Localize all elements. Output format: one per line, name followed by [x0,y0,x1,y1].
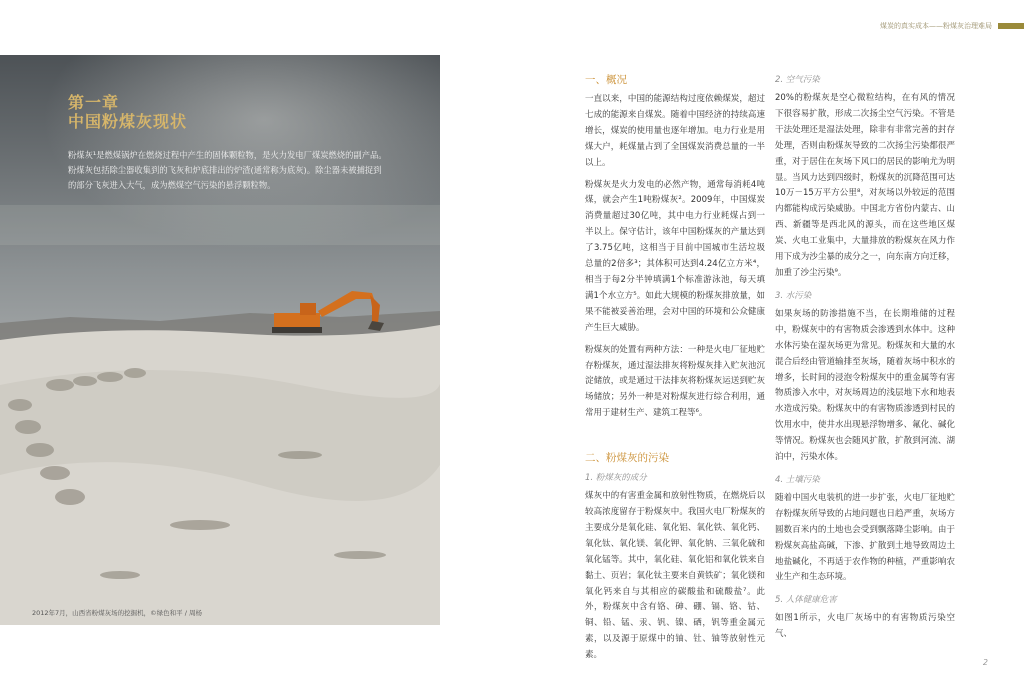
chapter-intro: 粉煤灰¹是燃煤锅炉在燃烧过程中产生的固体颗粒物，是火力发电厂煤炭燃烧的副产品。粉煤灰包括除尘器收集到的飞灰和炉底排出的炉渣(通常称为底灰)。除尘器未被捕捉到的部分飞灰进入大气，成为燃煤空气污染的悬浮颗粒物。 [68,150,387,190]
section-heading-pollution: 二、粉煤灰的污染 [585,452,669,465]
paragraph: 如果灰场的防渗措施不当，在长期堆储的过程中，粉煤灰中的有害物质会渗透到水体中。这种水体污染在湿灰场更为常见。粉煤灰和大量的水混合后经由管道输排至灰场，随着灰场中积水的增多，长时间的浸泡令粉煤灰中的重金属等有害物质渗入水中，对灰场周边的浅层地下水和地表水造成污染。粉煤灰中的有害物质渗透到村民的饮用水中，使井水出现悬浮物增多、氟化、碱化等情况。粉煤灰也会随风扩散，扩散到河流、湖泊中，污染水体。 [775,308,955,463]
running-header [880,20,1024,32]
chapter-title: 中国粉煤灰现状 [68,112,188,131]
paragraph: 随着中国火电装机的进一步扩张，火电厂征地贮存粉煤灰所导致的占地问题也日趋严重，灰场方圆数百米内的土地也会受到飘落降尘影响。由于粉煤灰高盐高碱，下渗、扩散到土地导致周边土地盐碱化，不再适于农作物的种植，严重影响农业生产和生态环境。 [775,492,955,583]
running-header-text: 煤炭的真实成本——粉煤灰治理难局 [880,22,992,30]
paragraph: 20%的粉煤灰是空心微粒结构，在有风的情况下很容易扩散，形成二次扬尘空气污染。不管是干法处理还是湿法处理，除非有非常完善的封存处理，否则由粉煤灰导致的二次扬尘污染都很严重，对于居住在灰场下风口的居民的影响尤为明显。当风力达到四级时，粉煤灰的沉降范围可达10万－15万平方公里⁸，对灰场以外较远的范围内都能构成污染威胁。中国北方省份内蒙古、山西、新疆等是西北风的源头，而在这些地区煤炭、火电工业集中，大量排放的粉煤灰在风力作用下成为沙尘暴的成分之一，向东南方向迁移，加重了沙尘污染⁹。 [775,93,955,278]
subheading-soil-pollution: 4. 土壤污染 [775,474,820,485]
ash-field-photo [0,55,440,625]
subheading-health-hazard: 5. 人体健康危害 [775,595,837,606]
paragraph: 煤灰中的有害重金属和放射性物质，在燃烧后以较高浓度留存于粉煤灰中。我国火电厂粉煤灰的主要成分是氧化硅、氧化铝、氧化铁、氧化钙、氧化钛、氧化镁、氧化钾、氧化钠、三氧化硫和氧化锰等。其中，氧化硅、氧化铝和氧化铁来自黏土、页岩；氧化钛主要来自黄铁矿；氧化镁和氧化钙来自与其相应的碳酸盐和硫酸盐⁷。此外，粉煤灰中含有铬、砷、硼、镉、铬、钴、铜、铅、锰、汞、钒、镍、硒，钒等重金属元素，以及源于原煤中的铀、钍、铀等放射性元素。 [585,491,765,661]
paragraph: 一直以来，中国的能源结构过度依赖煤炭，超过七成的能源来自煤炭。随着中国经济的持续高速增长，煤炭的使用量也逐年增加。电力行业是用煤大户，耗煤量占到了全国煤炭消费总量的一半以上。 [585,94,765,168]
right-text-column [775,72,955,649]
left-text-column [585,72,765,670]
paragraph: 如图1所示，火电厂灰场中的有害物质污染空气、 [775,613,955,640]
subheading-composition: 1. 粉煤灰的成分 [585,473,647,484]
section-heading-overview: 一、概况 [585,74,627,86]
chapter-number: 第一章 [68,93,120,112]
subheading-water-pollution: 3. 水污染 [775,290,812,301]
paragraph: 粉煤灰是火力发电的必然产物，通常每消耗4吨煤，就会产生1吨粉煤灰²。2009年，中国煤炭消费量超过30亿吨，其中电力行业耗煤占到一半以上。保守估计，该年中国粉煤灰的产量达到了3.75亿吨，这相当于目前中国城市生活垃圾总量的2倍多³；其体积可达到4.24亿立方米⁴，相当于每2分半钟填满1个标准游泳池，每天填满1个水立方⁵。如此大规模的粉煤灰排放量，如果不能被妥善治理，会对中国的环境和公众健康产生巨大威胁。 [585,179,765,333]
paragraph: 粉煤灰的处置有两种方法：一种是火电厂征地贮存粉煤灰，通过湿法排灰将粉煤灰排入贮灰池沉淀储放，或是通过干法排灰将粉煤灰运送到贮灰场储放；另外一种是对粉煤灰进行综合利用，通常用于建材生产、建筑工程等⁶。 [585,344,765,419]
cover-photo [0,55,440,625]
photo-caption: 2012年7月，山西省粉煤灰场的挖掘机，©绿色和平 / 周杨 [32,609,202,617]
page-number: 2 [982,658,988,667]
subheading-air-pollution: 2. 空气污染 [775,75,820,85]
running-header-bar [998,23,1024,29]
